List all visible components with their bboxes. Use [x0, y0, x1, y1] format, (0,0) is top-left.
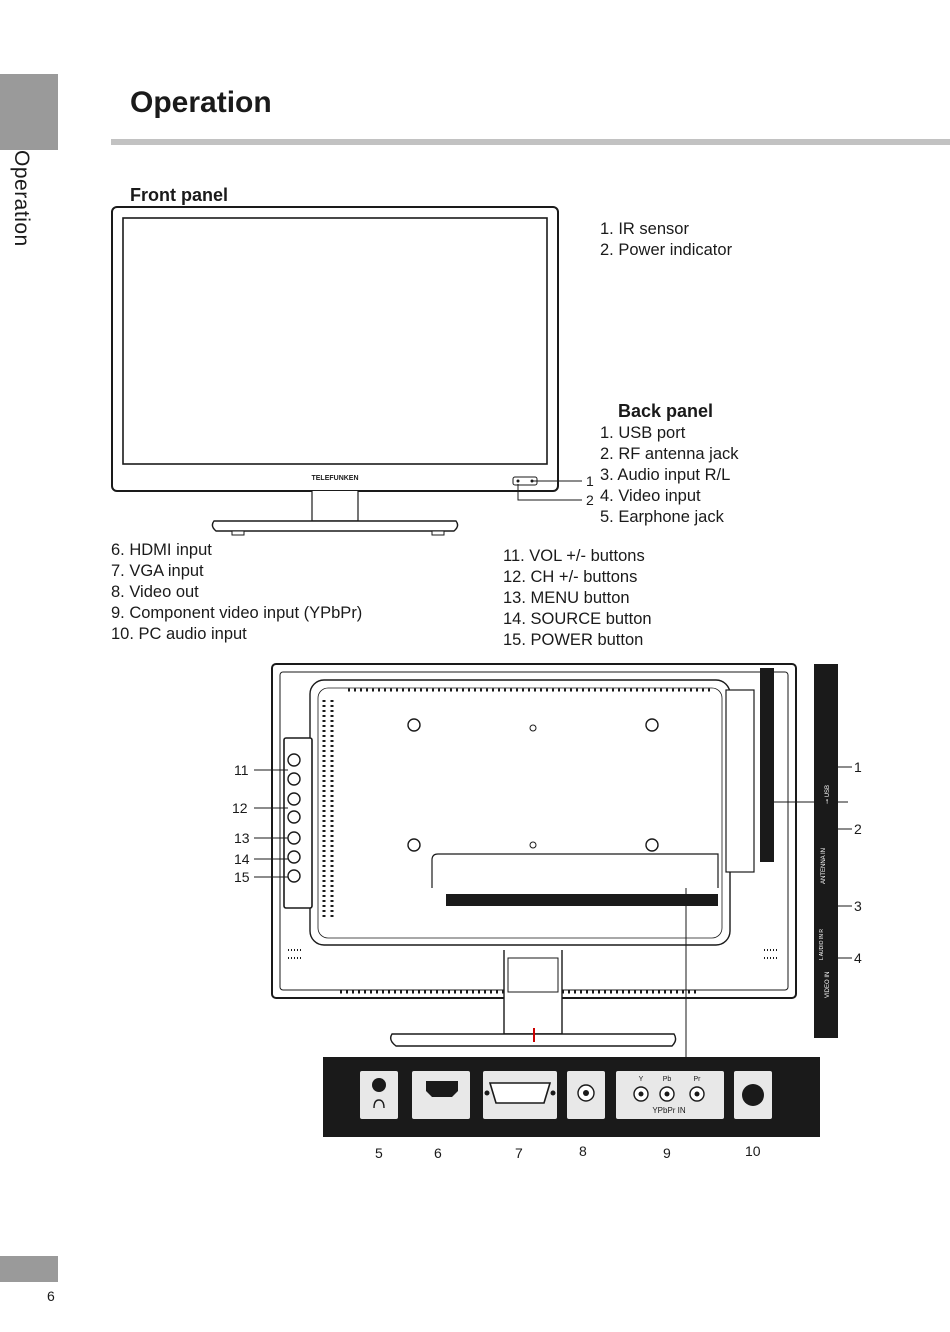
side-jack-strip: [760, 668, 774, 862]
list-item: 6. HDMI input: [111, 541, 212, 559]
stand-neck: [312, 491, 358, 521]
vol-minus-button: [288, 773, 300, 785]
list-item: 8. Video out: [111, 583, 199, 601]
page-number: 6: [47, 1288, 55, 1304]
callout-13: 13: [234, 830, 250, 846]
list-item: 1. IR sensor: [600, 220, 689, 238]
power-button: [288, 870, 300, 882]
page-title: Operation: [130, 86, 272, 119]
pr-label: Pr: [693, 1076, 701, 1083]
side-jack-zoom: [814, 664, 862, 1038]
list-item: 7. VGA input: [111, 562, 204, 580]
callout-side-3: 3: [854, 898, 862, 914]
list-item: 12. CH +/- buttons: [503, 568, 638, 586]
ch-minus-button: [288, 811, 300, 823]
callout-9: 9: [663, 1145, 671, 1161]
vesa-mount-hole: [408, 719, 420, 731]
y-label: Y: [638, 1076, 644, 1083]
list-item: 5. Earphone jack: [600, 508, 724, 526]
source-button: [288, 851, 300, 863]
earphone-jack: [372, 1078, 386, 1092]
list-item: 4. Video input: [600, 487, 701, 505]
back-view-diagram: [232, 664, 848, 1057]
vesa-mount-hole: [646, 839, 658, 851]
front-panel-heading: Front panel: [130, 185, 228, 205]
stand-base: [212, 521, 457, 531]
hdmi-port: [426, 1081, 458, 1097]
callout-8: 8: [579, 1143, 587, 1159]
callout-11: 11: [234, 762, 249, 778]
callout-1: 1: [586, 473, 594, 489]
vesa-mount-hole: [646, 719, 658, 731]
callout-12: 12: [232, 800, 248, 816]
antenna-label: ANTENNA IN: [821, 847, 827, 884]
pc-audio-jack: [742, 1084, 764, 1106]
callout-7: 7: [515, 1145, 523, 1161]
list-item: 15. POWER button: [503, 631, 644, 649]
vesa-mount-hole: [408, 839, 420, 851]
callout-6: 6: [434, 1145, 442, 1161]
list-item: 11. VOL +/- buttons: [503, 547, 645, 565]
brand-logo: TELEFUNKEN: [311, 475, 359, 482]
callout-2: 2: [586, 492, 594, 508]
rear-port-strip: [446, 894, 718, 906]
page-number-tab: [0, 1256, 58, 1282]
bottom-port-zoom: [323, 1057, 820, 1161]
audio-label: L AUDIO IN R: [819, 929, 825, 960]
video-label: VIDEO IN: [825, 971, 831, 998]
callout-10: 10: [745, 1143, 761, 1159]
front-screen: [123, 218, 547, 464]
vga-port: [490, 1083, 550, 1103]
callout-14: 14: [234, 851, 250, 867]
vol-plus-button: [288, 754, 300, 766]
menu-button: [288, 832, 300, 844]
list-item: 9. Component video input (YPbPr): [111, 604, 363, 622]
list-item: 3. Audio input R/L: [600, 466, 731, 484]
front-view-diagram: [112, 207, 594, 535]
ypbpr-label: YPbPr IN: [652, 1106, 686, 1115]
callout-5: 5: [375, 1145, 383, 1161]
callout-side-2: 2: [854, 821, 862, 837]
ch-plus-button: [288, 793, 300, 805]
ir-sensor: [517, 480, 520, 483]
list-item: 13. MENU button: [503, 589, 630, 607]
list-item: 1. USB port: [600, 424, 686, 442]
list-item: 14. SOURCE button: [503, 610, 652, 628]
callout-15: 15: [234, 869, 250, 885]
usb-label: ⊸ USB: [825, 784, 831, 804]
side-tab-label: Operation: [10, 150, 33, 247]
list-item: 2. Power indicator: [600, 241, 733, 259]
callout-side-1: 1: [854, 759, 862, 775]
callout-side-4: 4: [854, 950, 862, 966]
list-item: 10. PC audio input: [111, 625, 247, 643]
pb-label: Pb: [662, 1076, 672, 1083]
list-item: 2. RF antenna jack: [600, 445, 739, 463]
back-panel-heading: Back panel: [618, 401, 714, 421]
